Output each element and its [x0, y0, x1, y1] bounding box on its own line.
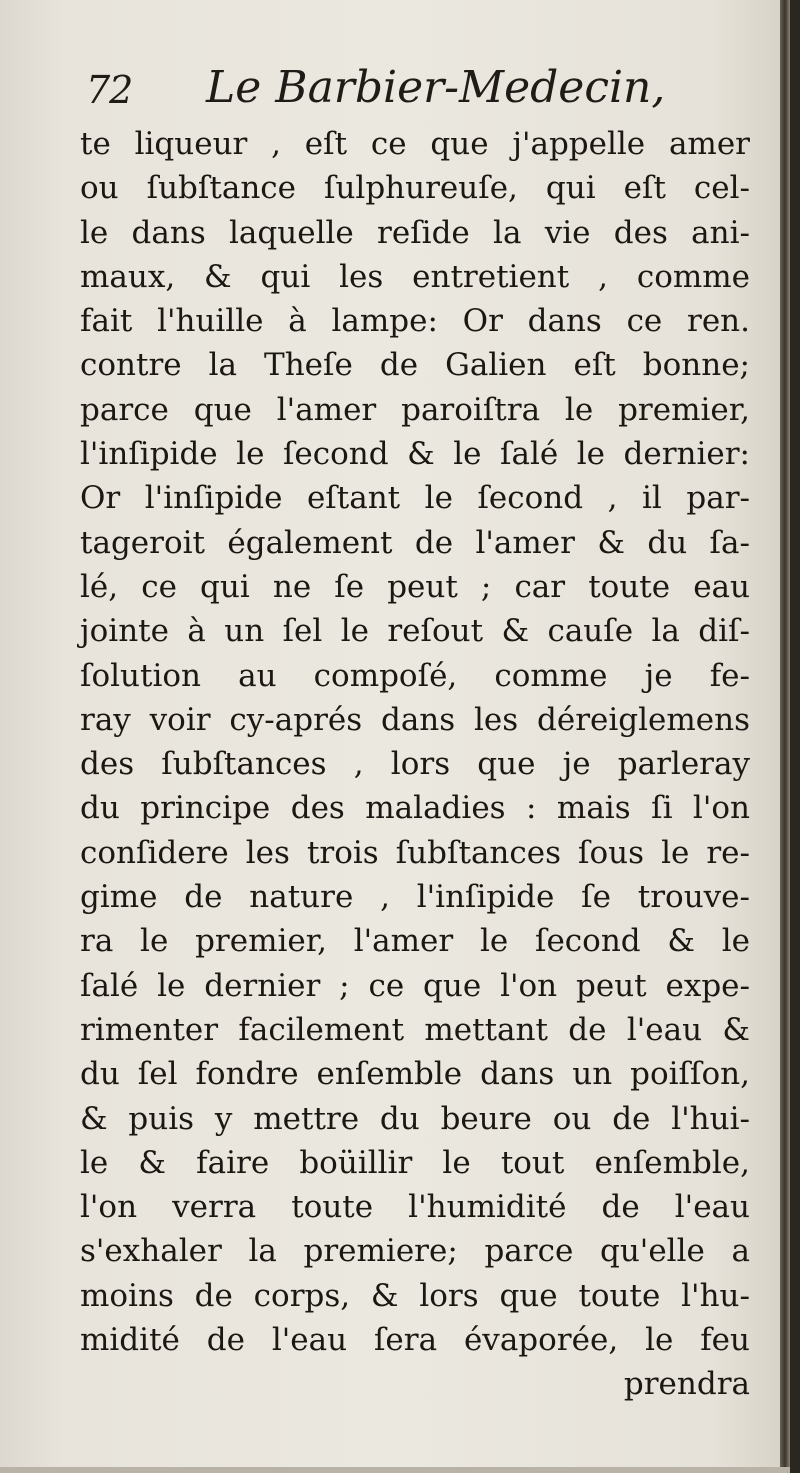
- running-title: Le Barbier-Medecin,: [206, 62, 666, 113]
- text-line: parce que l'amer paroiſtra le premier,: [80, 391, 750, 428]
- text-line: ſolution au compoſé, comme je fe-: [80, 657, 750, 694]
- text-line: Or l'inſipide eſtant le ſecond , il par-: [80, 480, 750, 517]
- text-line: jointe à un ſel le reſout & cauſe la diſ-: [80, 613, 750, 650]
- page-number: 72: [86, 68, 133, 112]
- page-bottom-edge: [0, 1467, 790, 1473]
- text-line: des ſubſtances , lors que je parleray: [80, 746, 750, 783]
- text-line: ſalé le dernier ; ce que l'on peut expe-: [80, 967, 750, 1004]
- text-line: l'inſipide le ſecond & le ſalé le dernier:: [80, 436, 750, 473]
- text-line: te liqueur , eſt ce que j'appelle amer: [80, 126, 750, 162]
- text-line: maux, & qui les entretient , comme: [80, 258, 750, 295]
- catchword: prendra: [623, 1366, 750, 1403]
- text-line: du principe des maladies : mais ſi l'on: [80, 790, 750, 827]
- text-line: ra le premier, l'amer le ſecond & le: [80, 923, 750, 960]
- text-line: s'exhaler la premiere; parce qu'elle a: [80, 1233, 750, 1270]
- text-line: l'on verra toute l'humidité de l'eau: [80, 1189, 750, 1226]
- text-line: gime de nature , l'inſipide ſe trouve-: [80, 879, 750, 916]
- text-line: du ſel fondre enſemble dans un poiſſon,: [80, 1056, 750, 1093]
- text-line: contre la Theſe de Galien eſt bonne;: [80, 347, 750, 384]
- text-line: conſidere les trois ſubſtances ſous le re-: [80, 834, 750, 871]
- page-header: [86, 62, 766, 122]
- text-line: moins de corps, & lors que toute l'hu-: [80, 1277, 750, 1314]
- text-line: ray voir cy-aprés dans les déreiglemens: [80, 701, 750, 738]
- page-edge-shadow: [780, 0, 790, 1473]
- text-line: fait l'huille à lampe: Or dans ce ren.: [80, 303, 750, 340]
- body-text: [80, 122, 750, 1407]
- text-line: le & faire boüillir le tout enſemble,: [80, 1144, 750, 1181]
- text-line: lé, ce qui ne ſe peut ; car toute eau: [80, 568, 750, 605]
- text-line: & puis y mettre du beure ou de l'hui-: [80, 1100, 750, 1137]
- text-line: ou ſubſtance ſulphureuſe, qui eſt cel-: [80, 170, 750, 207]
- text-line: midité de l'eau ſera évaporée, le feu: [80, 1322, 750, 1359]
- text-line: tageroit également de l'amer & du ſa-: [80, 524, 750, 561]
- text-line: rimenter facilement mettant de l'eau &: [80, 1011, 750, 1048]
- text-line: le dans laquelle reſide la vie des ani-: [80, 214, 750, 251]
